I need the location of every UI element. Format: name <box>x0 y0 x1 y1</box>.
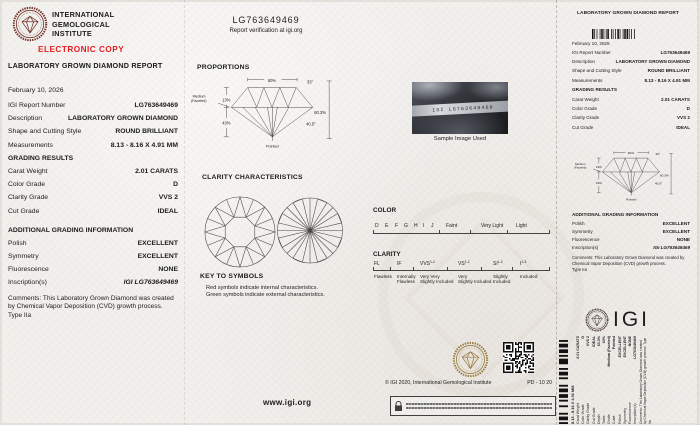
key-red-line: Red symbols indicate internal characteristics. <box>206 285 318 291</box>
field-row: Cut Grade IDEAL <box>8 207 178 215</box>
report-date: February 10, 2026 <box>8 87 64 94</box>
color-scale-heading: COLOR <box>373 207 397 214</box>
report-title: LABORATORY GROWN DIAMOND REPORT <box>8 61 163 70</box>
svg-text:Medium: Medium <box>575 162 586 167</box>
svg-text:33°: 33° <box>655 152 661 157</box>
clarity-grade: FL <box>374 261 380 267</box>
color-grade: I <box>423 223 425 229</box>
stub-field-row: Shape and Cutting Style ROUND BRILLIANT <box>572 68 690 74</box>
electronic-copy-label: ELECTRONIC COPY <box>38 45 125 54</box>
perforation-line <box>697 0 698 425</box>
comments-text: Comments: This Laboratory Grown Diamond was created by Chemical Vapor Deposition (CVD) growth process. <box>8 294 174 311</box>
stub-comments: Comments: This Laboratory Grown Diamond was created by Chemical Vapor Deposition (CVD) growth process. <box>572 255 685 266</box>
color-range: Very Light <box>481 223 504 229</box>
stub-field-row: Carat Weight 2.01 CARATS <box>572 96 690 102</box>
proportions-diagram <box>191 76 339 150</box>
igi-seal-small-icon <box>585 308 609 332</box>
color-grade: F <box>395 223 399 229</box>
stub-report-details <box>572 41 690 134</box>
field-row: Inscription(s) IGI LG763649469 <box>8 279 178 287</box>
fold-line-left <box>184 0 185 425</box>
field-row: Clarity Grade VVS 2 <box>8 194 178 202</box>
clarity-label: Very Very Slightly Included <box>420 274 454 285</box>
field-row: Fluorescence NONE <box>8 266 178 274</box>
form-code: PD - 10 20 <box>527 380 552 386</box>
key-green-line: Green symbols indicate external characteristics. <box>206 292 325 298</box>
field-row: Shape and Cutting Style ROUND BRILLIANT <box>8 128 178 136</box>
clarity-grade: VVS$^{1-2}$ <box>420 260 435 267</box>
svg-text:Pointed: Pointed <box>626 197 637 202</box>
strip-measurements: 8.13 - 8.16 X 4.91 MM <box>570 385 575 424</box>
igi-seal-icon <box>12 6 48 42</box>
laser-inscription-text: IGI LG763649469 <box>432 103 494 114</box>
security-microprint <box>406 401 552 410</box>
verification-block <box>190 15 342 34</box>
color-range: Light <box>516 223 527 229</box>
stub-report-title: LABORATORY GROWN DIAMOND REPORT <box>576 11 680 16</box>
stub-grading-heading: GRADING RESULTS <box>572 87 617 93</box>
color-grade: D <box>375 223 379 229</box>
security-statement-box <box>390 396 556 416</box>
type-note: Type IIa <box>8 311 32 319</box>
field-row: Symmetry EXCELLENT <box>8 253 178 261</box>
key-to-symbols-text <box>206 285 325 299</box>
stub-field-row: Inscription(s) IGI LG763649469 <box>572 245 690 251</box>
stub-field-row: Description LABORATORY GROWN DIAMOND <box>572 58 690 64</box>
culet-label: Pointed <box>266 144 279 149</box>
strip-barcode <box>559 340 568 424</box>
color-grade: J <box>431 223 434 229</box>
clarity-label: Slightly Included <box>493 274 511 285</box>
svg-text:13%: 13% <box>595 164 602 169</box>
svg-text:60.3%: 60.3% <box>659 173 669 178</box>
color-grade: G <box>404 223 408 229</box>
crown-height-label: 13% <box>222 97 231 103</box>
svg-text:43%: 43% <box>595 181 602 186</box>
stub-additional-details <box>572 212 690 272</box>
igi-logo <box>585 308 650 332</box>
clarity-label: Very Slightly Included <box>458 274 492 285</box>
institute-line-3: INSTITUTE <box>52 29 92 39</box>
clarity-characteristics-heading: CLARITY CHARACTERISTICS <box>202 174 303 181</box>
stub-field-row: Symmetry EXCELLENT <box>572 229 690 235</box>
institute-name <box>52 10 114 39</box>
svg-text:60%: 60% <box>627 151 635 156</box>
stub-field-row: IGI Report Number LG763649469 <box>572 49 690 55</box>
pavilion-angle-label: 40.5° <box>306 121 316 127</box>
stub-barcode <box>592 29 635 39</box>
clarity-grade: IF <box>397 261 402 267</box>
stub-report-date: February 10, 2026 <box>572 41 610 46</box>
website-url: www.igi.org <box>263 398 312 407</box>
stub-field-row: Color Grade D <box>572 105 690 111</box>
stub-field-row: Polish EXCELLENT <box>572 221 690 227</box>
stub-field-row: Measurements 8.13 - 8.16 X 4.91 MM <box>572 77 690 83</box>
copyright-row <box>385 380 552 386</box>
field-row: Polish EXCELLENT <box>8 239 178 247</box>
color-grade: E <box>385 223 389 229</box>
padlock-icon <box>394 401 403 412</box>
clarity-grade: $I^{1-3}$ <box>520 260 527 267</box>
copyright-text: © IGI 2020, International Gemological Institute <box>385 380 492 386</box>
table-pct-label: 60% <box>267 77 277 83</box>
proportions-heading: PROPORTIONS <box>197 64 250 71</box>
girdle-label-2: (Faceted) <box>191 98 207 103</box>
svg-text:40.5°: 40.5° <box>654 181 663 186</box>
color-range: Faint <box>446 223 458 229</box>
clarity-grade: VS$^{1-2}$ <box>458 260 470 267</box>
laser-inscription-band <box>412 100 508 117</box>
field-row: Color Grade D <box>8 181 178 189</box>
girdle-label-1: Medium <box>192 94 206 99</box>
clarity-label: Internally Flawless <box>397 274 416 285</box>
pavilion-depth-label: 43% <box>222 120 231 126</box>
clarity-label: Included <box>520 274 538 279</box>
color-grade: H <box>414 223 418 229</box>
stub-type-note: Type IIa <box>572 266 587 272</box>
sample-caption: Sample Image Used <box>433 136 487 142</box>
institute-line-2: GEMOLOGICAL <box>52 19 110 29</box>
grading-results-heading: GRADING RESULTS <box>8 154 74 162</box>
stub-field-row: Cut Grade IDEAL <box>572 124 690 130</box>
field-row: Description LABORATORY GROWN DIAMOND <box>8 115 178 123</box>
sample-photo <box>412 82 508 134</box>
institute-line-1: INTERNATIONAL <box>52 10 115 19</box>
field-row: Measurements 8.13 - 8.16 X 4.91 MM <box>8 141 178 149</box>
clarity-grade: SI$^{1-2}$ <box>493 260 503 267</box>
field-row: Carat Weight 2.01 CARATS <box>8 167 178 175</box>
color-scale-line <box>373 233 550 234</box>
svg-text:(Faceted): (Faceted) <box>574 165 587 170</box>
report-number-header: LG763649469 <box>232 15 300 25</box>
report-details <box>8 87 178 320</box>
igi-logotype: IGI <box>613 308 651 331</box>
clarity-scale-heading: CLARITY <box>373 251 401 258</box>
stub-field-row: Fluorescence NONE <box>572 237 690 243</box>
rotated-summary-strip: 8.13 - 8.16 X 4.91 MM Carat Weight 2.01 CARATS Color Grade D Clarity Grade VVS 2 Cut Grade IDEAL Depth 60.3% Table 60% Girdle Medium (Faceted) Culet Pointed Polish EXCELLENT Symmetry EXCELLENT Fluorescence NONE Inscription(s) LG763649469 Comments: This Laboratory Grown Diamond was created by Chemical Vapor Deposition (CVD) growth process. Type IIa <box>558 336 696 424</box>
gold-seal-icon <box>452 341 489 378</box>
additional-grading-heading: ADDITIONAL GRADING INFORMATION <box>8 226 134 234</box>
clarity-plot-diagrams <box>202 193 347 271</box>
stub-field-row: Clarity Grade VVS 2 <box>572 115 690 121</box>
strip-comments: Comments: This Laboratory Grown Diamond was created by Chemical Vapor Deposition (CVD) growth process. Type IIa <box>639 337 652 424</box>
verification-note: Report verification at igi.org <box>229 28 303 34</box>
depth-pct-label: 60.3% <box>314 109 326 115</box>
field-row: IGI Report Number LG763649469 <box>8 102 178 109</box>
stub-proportions-diagram <box>574 150 678 202</box>
qr-code-icon <box>503 342 534 373</box>
clarity-scale-line <box>373 270 550 271</box>
crown-angle-label: 33° <box>306 79 314 85</box>
clarity-label: Flawless <box>374 274 392 279</box>
key-to-symbols-heading: KEY TO SYMBOLS <box>200 273 264 280</box>
stub-additional-heading: ADDITIONAL GRADING INFORMATION <box>572 212 659 217</box>
